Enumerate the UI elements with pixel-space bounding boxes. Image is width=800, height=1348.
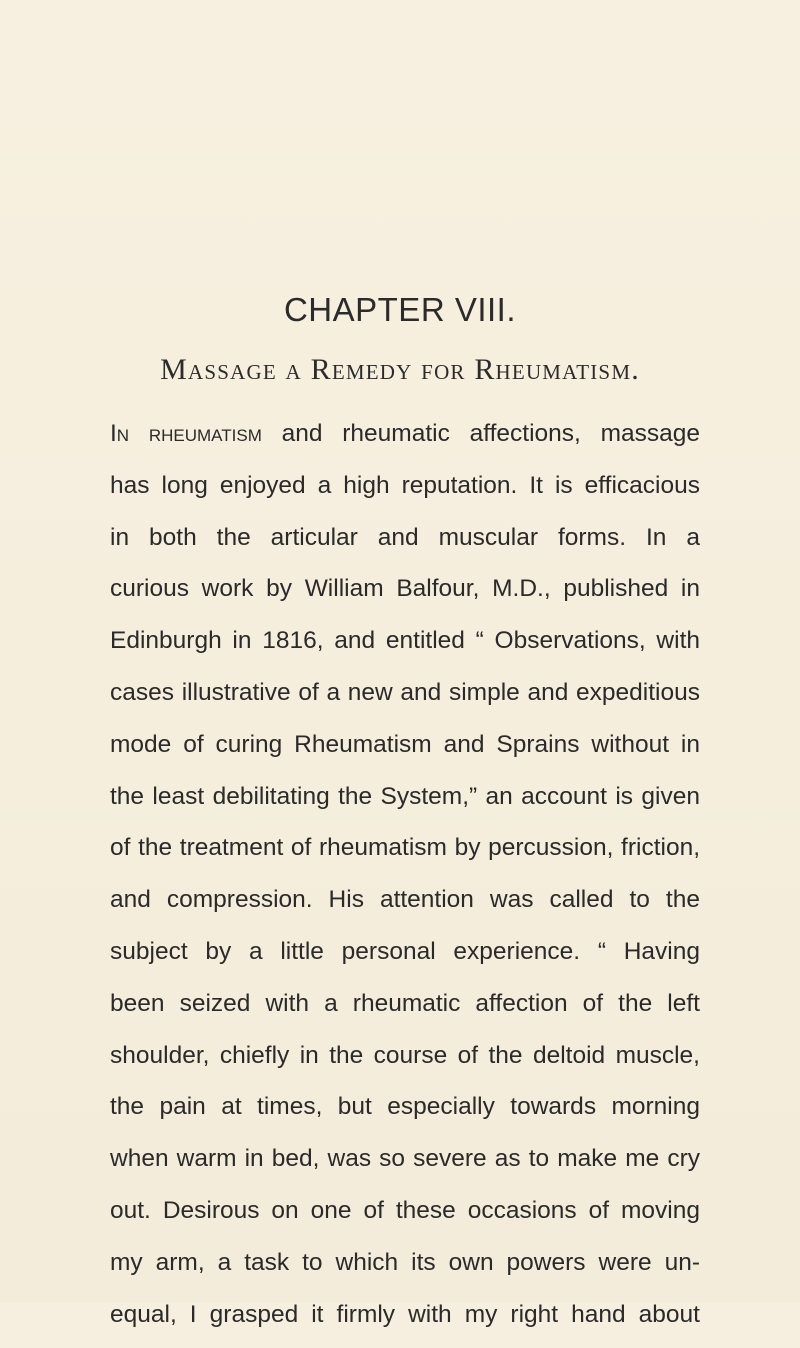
text-line: cases illustrative of a new and simple and expeditious	[110, 678, 700, 706]
text-line: in both the articular and muscular forms. In a	[110, 523, 700, 551]
body-paragraph	[110, 416, 700, 1348]
chapter-heading: CHAPTER VIII.	[283, 291, 517, 328]
text-line: of the treatment of rheumatism by percussion, friction,	[110, 834, 700, 862]
text-line: subject by a little personal experience. “ Having	[110, 937, 700, 965]
text-line: the least debilitating the System,” an account is given	[110, 782, 700, 810]
text-line: mode of curing Rheumatism and Sprains without in	[110, 730, 700, 758]
text-line: the pain at times, but especially towards morning	[110, 1093, 700, 1121]
text-line: and compression. His attention was called to the	[110, 886, 700, 914]
lead-in: In rheumatism	[110, 420, 262, 447]
text-line: shoulder, chiefly in the course of the deltoid muscle,	[110, 1041, 700, 1069]
text-line: my arm, a task to which its own powers were un-	[110, 1248, 700, 1276]
text-line: Edinburgh in 1816, and entitled “ Observations, with	[110, 627, 700, 655]
text-line	[110, 416, 700, 468]
text-line-content: and rheumatic affections, massage	[261, 420, 700, 447]
chapter-title: Massage a Remedy for Rheumatism.	[160, 353, 640, 386]
text-line: been seized with a rheumatic affection of the left	[110, 989, 700, 1017]
text-line: out. Desirous on one of these occasions of moving	[110, 1196, 700, 1224]
text-line: has long enjoyed a high reputation. It is efficacious	[110, 471, 700, 499]
text-line: curious work by William Balfour, M.D., published in	[110, 575, 700, 603]
text-line: when warm in bed, was so severe as to make me cry	[110, 1145, 700, 1173]
text-line: equal, I grasped it firmly with my right hand about	[110, 1300, 700, 1328]
